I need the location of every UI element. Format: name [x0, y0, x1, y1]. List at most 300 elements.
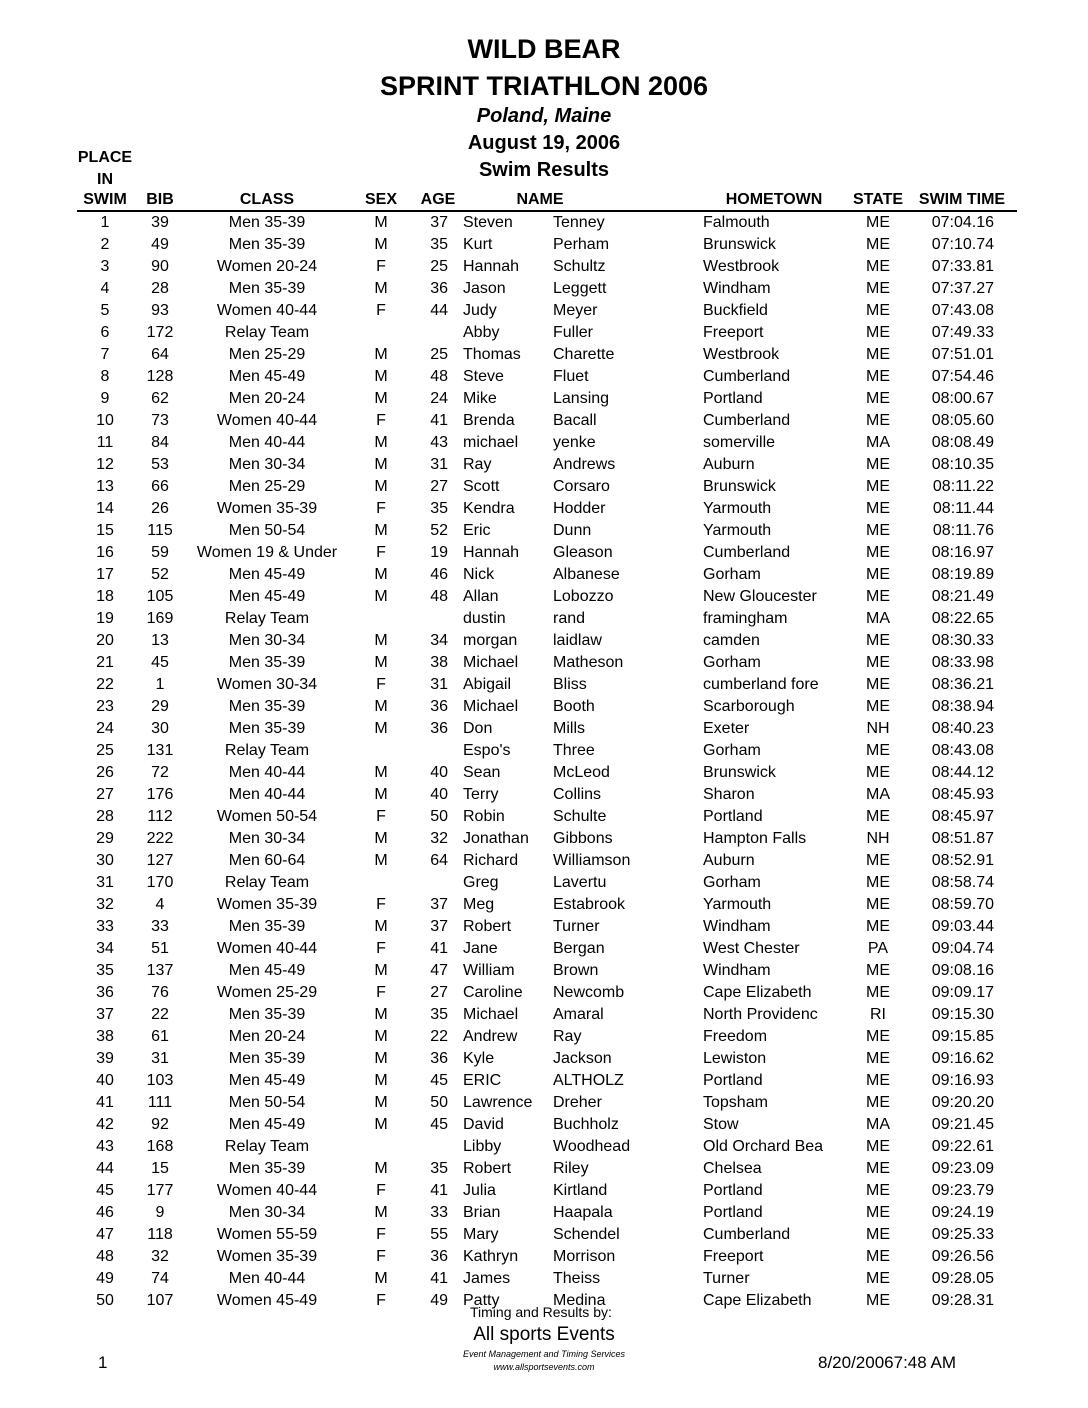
cell-bib: 72 — [151, 764, 169, 781]
cell-hometown: Turner — [703, 1270, 750, 1287]
header-class: CLASS — [239, 191, 295, 208]
cell-age: 55 — [430, 1226, 448, 1243]
cell-bib: 128 — [146, 368, 174, 385]
cell-place: 44 — [96, 1160, 114, 1177]
cell-last-name: yenke — [553, 434, 596, 451]
table-row — [0, 982, 1088, 1004]
cell-sex: F — [376, 1226, 386, 1243]
cell-last-name: Gibbons — [553, 830, 613, 847]
header-name: NAME — [516, 191, 564, 208]
cell-class: Women 30-34 — [216, 676, 318, 693]
cell-sex: F — [376, 940, 386, 957]
cell-last-name: Perham — [553, 236, 610, 253]
cell-last-name: Andrews — [553, 456, 616, 473]
table-row — [0, 938, 1088, 960]
cell-last-name: Hodder — [553, 500, 606, 517]
cell-class: Men 60-64 — [228, 852, 306, 869]
table-row — [0, 300, 1088, 322]
table-row — [0, 520, 1088, 542]
cell-place: 5 — [100, 302, 110, 319]
cell-first-name: Scott — [463, 478, 500, 495]
cell-age: 35 — [430, 1160, 448, 1177]
cell-first-name: Libby — [463, 1138, 502, 1155]
table-row — [0, 410, 1088, 432]
cell-place: 38 — [96, 1028, 114, 1045]
cell-place: 22 — [96, 676, 114, 693]
cell-first-name: ERIC — [463, 1072, 502, 1089]
cell-last-name: Three — [553, 742, 595, 759]
cell-last-name: Booth — [553, 698, 595, 715]
header-place-2: IN — [97, 171, 113, 188]
cell-swim-time: 08:05.60 — [931, 412, 994, 429]
cell-swim-time: 09:08.16 — [931, 962, 994, 979]
cell-class: Men 45-49 — [228, 1072, 306, 1089]
table-row — [0, 1048, 1088, 1070]
cell-first-name: Richard — [463, 852, 519, 869]
cell-first-name: Robert — [463, 918, 512, 935]
cell-last-name: Collins — [553, 786, 602, 803]
cell-swim-time: 08:36.21 — [931, 676, 994, 693]
cell-age: 35 — [430, 236, 448, 253]
cell-hometown: Cape Elizabeth — [703, 1292, 812, 1309]
cell-swim-time: 09:23.09 — [931, 1160, 994, 1177]
cell-state: ME — [866, 280, 890, 297]
cell-hometown: Sharon — [703, 786, 755, 803]
cell-age: 19 — [430, 544, 448, 561]
cell-last-name: Schendel — [553, 1226, 620, 1243]
cell-place: 14 — [96, 500, 114, 517]
cell-swim-time: 08:30.33 — [931, 632, 994, 649]
cell-sex: F — [376, 676, 386, 693]
cell-age: 24 — [430, 390, 448, 407]
cell-sex: M — [374, 918, 388, 935]
table-row — [0, 1092, 1088, 1114]
cell-place: 42 — [96, 1116, 114, 1133]
cell-first-name: Lawrence — [463, 1094, 533, 1111]
cell-state: ME — [866, 1028, 890, 1045]
cell-swim-time: 08:22.65 — [931, 610, 994, 627]
table-row — [0, 784, 1088, 806]
cell-last-name: Fuller — [553, 324, 594, 341]
cell-state: ME — [866, 1226, 890, 1243]
table-row — [0, 806, 1088, 828]
cell-state: ME — [866, 896, 890, 913]
table-row — [0, 432, 1088, 454]
cell-bib: 169 — [146, 610, 174, 627]
cell-age: 36 — [430, 720, 448, 737]
cell-sex: M — [374, 522, 388, 539]
cell-place: 48 — [96, 1248, 114, 1265]
cell-hometown: Portland — [703, 390, 763, 407]
cell-last-name: Schulte — [553, 808, 607, 825]
cell-place: 18 — [96, 588, 114, 605]
table-row — [0, 322, 1088, 344]
cell-age: 27 — [430, 984, 448, 1001]
cell-last-name: Kirtland — [553, 1182, 608, 1199]
cell-last-name: Amaral — [553, 1006, 604, 1023]
cell-state: ME — [866, 522, 890, 539]
table-row — [0, 542, 1088, 564]
cell-place: 33 — [96, 918, 114, 935]
cell-last-name: Leggett — [553, 280, 607, 297]
table-row — [0, 696, 1088, 718]
cell-class: Men 35-39 — [228, 654, 306, 671]
cell-state: ME — [866, 808, 890, 825]
cell-hometown: framingham — [703, 610, 788, 627]
cell-swim-time: 08:11.22 — [932, 478, 994, 495]
cell-age: 36 — [430, 698, 448, 715]
title-line-1: WILD BEAR — [467, 34, 621, 64]
cell-sex: F — [376, 984, 386, 1001]
cell-state: ME — [866, 1160, 890, 1177]
cell-state: ME — [866, 588, 890, 605]
cell-age: 37 — [430, 918, 448, 935]
cell-place: 3 — [100, 258, 110, 275]
cell-place: 12 — [96, 456, 114, 473]
cell-class: Relay Team — [224, 324, 310, 341]
cell-hometown: Yarmouth — [703, 500, 772, 517]
cell-hometown: New Gloucester — [703, 588, 817, 605]
cell-age: 27 — [430, 478, 448, 495]
cell-age: 37 — [430, 214, 448, 231]
cell-class: Men 25-29 — [228, 346, 306, 363]
cell-state: NH — [866, 720, 890, 737]
cell-sex: M — [374, 852, 388, 869]
cell-last-name: Riley — [553, 1160, 589, 1177]
cell-bib: 92 — [151, 1116, 169, 1133]
cell-sex: M — [374, 456, 388, 473]
cell-swim-time: 08:52.91 — [931, 852, 994, 869]
table-row — [0, 366, 1088, 388]
cell-age: 64 — [430, 852, 448, 869]
cell-age: 25 — [430, 346, 448, 363]
cell-state: ME — [866, 1204, 890, 1221]
cell-sex: M — [374, 786, 388, 803]
cell-hometown: Topsham — [703, 1094, 768, 1111]
cell-hometown: Exeter — [703, 720, 750, 737]
cell-bib: 112 — [147, 808, 173, 825]
cell-state: PA — [867, 940, 889, 957]
cell-class: Men 45-49 — [228, 368, 306, 385]
cell-age: 50 — [430, 1094, 448, 1111]
cell-bib: 61 — [151, 1028, 169, 1045]
cell-sex: F — [376, 808, 386, 825]
cell-first-name: Julia — [463, 1182, 496, 1199]
cell-class: Men 35-39 — [228, 1050, 306, 1067]
cell-place: 6 — [100, 324, 110, 341]
table-row — [0, 388, 1088, 410]
header-place-3: SWIM — [83, 191, 127, 208]
cell-swim-time: 08:38.94 — [931, 698, 994, 715]
cell-place: 19 — [96, 610, 114, 627]
cell-age: 48 — [430, 588, 448, 605]
cell-last-name: Fluet — [553, 368, 589, 385]
cell-state: NH — [866, 830, 890, 847]
cell-state: ME — [866, 1182, 890, 1199]
cell-bib: 115 — [147, 522, 173, 539]
cell-class: Men 45-49 — [228, 588, 306, 605]
cell-swim-time: 09:20.20 — [931, 1094, 994, 1111]
cell-bib: 28 — [151, 280, 169, 297]
table-row — [0, 498, 1088, 520]
cell-hometown: Freeport — [703, 324, 764, 341]
cell-hometown: Gorham — [703, 742, 761, 759]
cell-first-name: Mary — [463, 1226, 499, 1243]
cell-place: 11 — [96, 434, 114, 451]
cell-last-name: Lavertu — [553, 874, 607, 891]
cell-bib: 30 — [151, 720, 169, 737]
cell-sex: M — [374, 1028, 388, 1045]
cell-sex: M — [374, 390, 388, 407]
cell-hometown: Westbrook — [703, 258, 780, 275]
cell-sex: M — [374, 698, 388, 715]
cell-place: 50 — [96, 1292, 114, 1309]
cell-last-name: Estabrook — [553, 896, 626, 913]
cell-hometown: Lewiston — [703, 1050, 767, 1067]
cell-state: ME — [866, 478, 890, 495]
title-line-2: SPRINT TRIATHLON 2006 — [379, 71, 709, 101]
cell-hometown: Hampton Falls — [703, 830, 807, 847]
cell-place: 9 — [100, 390, 110, 407]
cell-first-name: Andrew — [463, 1028, 518, 1045]
cell-bib: 39 — [151, 214, 169, 231]
cell-age: 47 — [430, 962, 448, 979]
cell-class: Men 30-34 — [228, 830, 306, 847]
cell-state: ME — [866, 1050, 890, 1067]
cell-state: ME — [866, 1072, 890, 1089]
cell-first-name: Don — [463, 720, 493, 737]
cell-first-name: michael — [463, 434, 519, 451]
cell-bib: 1 — [155, 676, 165, 693]
cell-bib: 74 — [151, 1270, 169, 1287]
cell-place: 41 — [96, 1094, 114, 1111]
cell-bib: 52 — [151, 566, 169, 583]
cell-first-name: Kurt — [463, 236, 493, 253]
cell-sex: F — [376, 1292, 386, 1309]
cell-place: 13 — [96, 478, 114, 495]
cell-class: Women 50-54 — [216, 808, 318, 825]
cell-bib: 176 — [146, 786, 174, 803]
cell-place: 34 — [96, 940, 114, 957]
cell-age: 48 — [430, 368, 448, 385]
cell-class: Men 30-34 — [228, 456, 306, 473]
cell-bib: 103 — [146, 1072, 174, 1089]
cell-hometown: Gorham — [703, 566, 761, 583]
cell-age: 38 — [430, 654, 448, 671]
cell-sex: M — [374, 1204, 388, 1221]
cell-sex: M — [374, 214, 388, 231]
timing-credit: Timing and Results by: — [470, 1304, 612, 1320]
cell-place: 27 — [96, 786, 114, 803]
cell-age: 45 — [430, 1072, 448, 1089]
cell-swim-time: 08:19.89 — [931, 566, 994, 583]
cell-age: 37 — [430, 896, 448, 913]
table-row — [0, 1026, 1088, 1048]
cell-first-name: Jonathan — [463, 830, 529, 847]
cell-last-name: Bergan — [553, 940, 605, 957]
cell-state: ME — [866, 1138, 890, 1155]
cell-age: 36 — [430, 280, 448, 297]
cell-place: 29 — [96, 830, 114, 847]
cell-state: ME — [866, 852, 890, 869]
cell-first-name: Steve — [463, 368, 504, 385]
results-table — [0, 212, 1088, 1312]
cell-first-name: Brian — [463, 1204, 501, 1221]
cell-place: 10 — [96, 412, 114, 429]
cell-place: 28 — [96, 808, 114, 825]
cell-class: Women 40-44 — [216, 940, 318, 957]
cell-first-name: Espo's — [463, 742, 511, 759]
cell-bib: 15 — [151, 1160, 169, 1177]
cell-place: 20 — [96, 632, 114, 649]
cell-last-name: Dunn — [553, 522, 592, 539]
cell-hometown: Stow — [703, 1116, 739, 1133]
cell-swim-time: 09:21.45 — [931, 1116, 994, 1133]
cell-sex: F — [376, 544, 386, 561]
cell-bib: 90 — [151, 258, 169, 275]
header-place-1: PLACE — [77, 149, 133, 166]
cell-bib: 177 — [146, 1182, 174, 1199]
cell-bib: 26 — [151, 500, 169, 517]
cell-first-name: Thomas — [463, 346, 521, 363]
cell-class: Men 30-34 — [228, 632, 306, 649]
results-subtitle: Swim Results — [478, 159, 610, 181]
cell-bib: 222 — [146, 830, 174, 847]
cell-first-name: Michael — [463, 1006, 519, 1023]
cell-hometown: Cumberland — [703, 1226, 791, 1243]
cell-bib: 76 — [151, 984, 169, 1001]
cell-state: MA — [866, 434, 890, 451]
cell-swim-time: 08:51.87 — [931, 830, 994, 847]
cell-state: MA — [866, 610, 890, 627]
cell-first-name: Jane — [463, 940, 498, 957]
cell-hometown: Cape Elizabeth — [703, 984, 812, 1001]
cell-sex: M — [374, 236, 388, 253]
cell-state: ME — [866, 654, 890, 671]
table-row — [0, 1180, 1088, 1202]
cell-swim-time: 07:49.33 — [931, 324, 994, 341]
cell-hometown: Gorham — [703, 874, 761, 891]
cell-place: 37 — [96, 1006, 114, 1023]
cell-class: Men 40-44 — [228, 434, 306, 451]
cell-class: Men 45-49 — [228, 1116, 306, 1133]
cell-last-name: McLeod — [553, 764, 610, 781]
cell-class: Women 55-59 — [216, 1226, 318, 1243]
cell-place: 25 — [96, 742, 114, 759]
cell-hometown: Gorham — [703, 654, 761, 671]
cell-swim-time: 08:11.76 — [932, 522, 994, 539]
cell-first-name: Meg — [463, 896, 495, 913]
cell-last-name: Gleason — [553, 544, 613, 561]
cell-hometown: West Chester — [703, 940, 800, 957]
cell-swim-time: 08:08.49 — [931, 434, 994, 451]
cell-hometown: camden — [703, 632, 760, 649]
page-number: 1 — [98, 1353, 108, 1372]
cell-hometown: Portland — [703, 1072, 763, 1089]
table-row — [0, 674, 1088, 696]
cell-sex: M — [374, 1006, 388, 1023]
cell-state: ME — [866, 984, 890, 1001]
cell-state: ME — [866, 456, 890, 473]
cell-bib: 22 — [151, 1006, 169, 1023]
cell-sex: M — [374, 1094, 388, 1111]
cell-bib: 131 — [146, 742, 174, 759]
cell-last-name: Lobozzo — [553, 588, 614, 605]
table-row — [0, 850, 1088, 872]
cell-age: 50 — [430, 808, 448, 825]
cell-last-name: Charette — [553, 346, 615, 363]
cell-swim-time: 07:43.08 — [931, 302, 994, 319]
cell-last-name: Brown — [553, 962, 599, 979]
cell-first-name: morgan — [463, 632, 518, 649]
cell-first-name: Jason — [463, 280, 506, 297]
cell-first-name: Ray — [463, 456, 492, 473]
cell-last-name: Williamson — [553, 852, 631, 869]
cell-class: Men 40-44 — [228, 764, 306, 781]
cell-age: 41 — [430, 1270, 448, 1287]
cell-state: ME — [866, 742, 890, 759]
cell-bib: 33 — [151, 918, 169, 935]
cell-swim-time: 07:54.46 — [931, 368, 994, 385]
header-hometown: HOMETOWN — [725, 191, 823, 208]
cell-state: ME — [866, 544, 890, 561]
company-tagline: Event Management and Timing Services — [463, 1349, 625, 1359]
cell-first-name: Michael — [463, 698, 519, 715]
cell-sex: M — [374, 830, 388, 847]
cell-sex: M — [374, 588, 388, 605]
cell-class: Men 20-24 — [228, 1028, 306, 1045]
cell-hometown: Auburn — [703, 852, 755, 869]
cell-class: Women 35-39 — [216, 500, 318, 517]
cell-state: ME — [866, 258, 890, 275]
cell-sex: M — [374, 1050, 388, 1067]
cell-hometown: Yarmouth — [703, 522, 772, 539]
cell-place: 32 — [96, 896, 114, 913]
company-website: www.allsportsevents.com — [493, 1362, 595, 1372]
cell-first-name: Michael — [463, 654, 519, 671]
table-row — [0, 234, 1088, 256]
cell-class: Relay Team — [224, 742, 310, 759]
cell-age: 35 — [430, 500, 448, 517]
cell-bib: 9 — [155, 1204, 165, 1221]
table-row — [0, 1004, 1088, 1026]
cell-first-name: dustin — [463, 610, 506, 627]
cell-state: ME — [866, 874, 890, 891]
table-row — [0, 872, 1088, 894]
cell-swim-time: 07:37.27 — [931, 280, 994, 297]
cell-class: Men 35-39 — [228, 1006, 306, 1023]
cell-class: Men 35-39 — [228, 236, 306, 253]
cell-state: ME — [866, 918, 890, 935]
cell-bib: 64 — [151, 346, 169, 363]
table-row — [0, 1268, 1088, 1290]
cell-hometown: Yarmouth — [703, 896, 772, 913]
cell-age: 22 — [430, 1028, 448, 1045]
cell-hometown: Freeport — [703, 1248, 764, 1265]
cell-first-name: Brenda — [463, 412, 515, 429]
cell-place: 15 — [96, 522, 114, 539]
cell-sex: M — [374, 720, 388, 737]
cell-first-name: Judy — [463, 302, 497, 319]
cell-place: 4 — [100, 280, 110, 297]
cell-hometown: Old Orchard Bea — [703, 1138, 824, 1155]
cell-swim-time: 09:16.62 — [931, 1050, 994, 1067]
cell-age: 45 — [430, 1116, 448, 1133]
table-row — [0, 278, 1088, 300]
cell-sex: M — [374, 764, 388, 781]
cell-swim-time: 08:16.97 — [931, 544, 994, 561]
cell-class: Women 45-49 — [216, 1292, 318, 1309]
